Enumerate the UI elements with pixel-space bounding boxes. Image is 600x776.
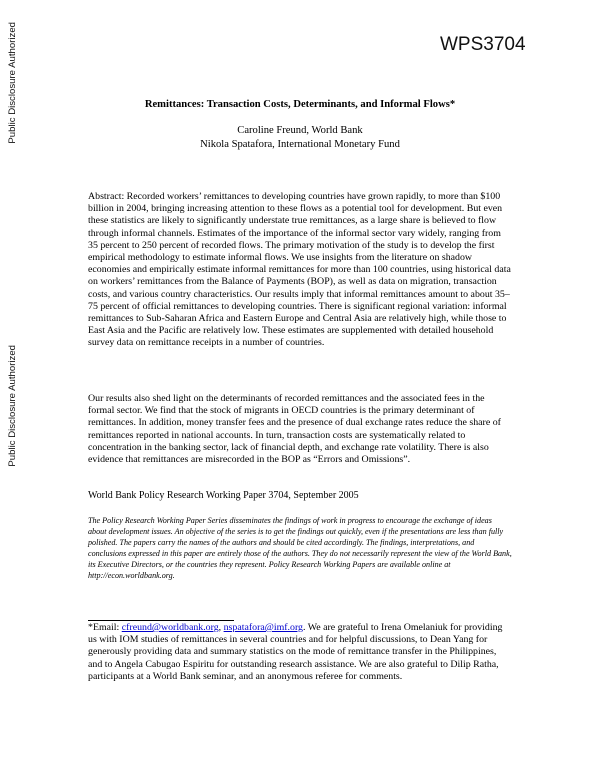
disclosure-watermark-bottom: Public Disclosure Authorized: [7, 345, 18, 467]
footnote-separator: ,: [218, 622, 224, 633]
abstract-paragraph: Abstract: Recorded workers’ remittances to developing countries have grown rapidly, to more than $100 billion in 2004, bringing increasing attention to these flows as a potential tool for development. But even these statistics are likely to significantly understate true remittances, as a large share is believed to flow through informal channels. Estimates of the importance of the informal sector vary widely, ranging from 35 percent to 250 percent of recorded flows. The primary motivation of the study is to develop the first empirical methodology to estimate informal flows. We use insights from the literature on shadow economies and empirically estimate informal remittances for more than 100 countries, using historical data on workers’ remittances from the Balance of Payments (BOP), as well as data on migration, transaction costs, and various country characteristics. Our results imply that informal remittances amount to about 35–75 percent of official remittances to developing countries. There is significant regional variation: informal remittances to Sub-Saharan Africa and Eastern Europe and Central Asia are relatively high, while those to East Asia and the Pacific are relatively low. These estimates are supplemented with detailed household survey data on remittance receipts in a number of countries.: [88, 191, 511, 349]
footnote-rule: [88, 620, 234, 621]
footnote: [88, 622, 512, 683]
email-link-freund[interactable]: cfreund@worldbank.org: [121, 622, 219, 633]
footnote-text: . We are grateful to Irena Omelaniuk for providing us with IOM studies of remittances in several countries and for helpful discussions, to Dean Yang for generously providing data and summary statistics on the mode of remittance transfer in the Philippines, and to Angela Cabugao Espiritu for outstanding research assistance. We are also grateful to Dilip Ratha, participants at a World Bank seminar, and an anonymous referee for comments.: [88, 622, 503, 682]
working-paper-citation: World Bank Policy Research Working Paper 3704, September 2005: [88, 490, 359, 501]
results-paragraph: Our results also shed light on the determinants of recorded remittances and the associated fees in the formal sector. We find that the stock of migrants in OECD countries is the primary determinant of remittances. In addition, money transfer fees and the presence of dual exchange rates reduce the share of remittances reported in national accounts. In turn, transaction costs are systematically related to concentration in the banking sector, lack of financial depth, and exchange rate volatility. There is also evidence that remittances are misrecorded in the BOP as “Errors and Omissions”.: [88, 393, 501, 466]
email-link-spatafora[interactable]: nspatafora@imf.org: [223, 622, 303, 633]
footnote-prefix: *Email:: [88, 622, 122, 633]
author-2: Nikola Spatafora, International Monetary Fund: [200, 139, 400, 150]
author-1: Caroline Freund, World Bank: [237, 125, 363, 136]
series-disclaimer: The Policy Research Working Paper Series disseminates the findings of work in progress to encourage the exchange of ideas about development issues. An objective of the series is to get the findings out quickly, even if the presentations are less than fully polished. The papers carry the names of the authors and should be cited accordingly. The findings, interpretations, and conclusions expressed in this paper are entirely those of the authors. They do not necessarily represent the view of the World Bank, its Executive Directors, or the countries they represent. Policy Research Working Papers are available online at http://econ.worldbank.org.: [88, 516, 512, 581]
paper-title: Remittances: Transaction Costs, Determinants, and Informal Flows*: [144, 99, 456, 110]
disclosure-watermark-top: Public Disclosure Authorized: [7, 22, 18, 144]
report-number: WPS3704: [440, 34, 526, 55]
